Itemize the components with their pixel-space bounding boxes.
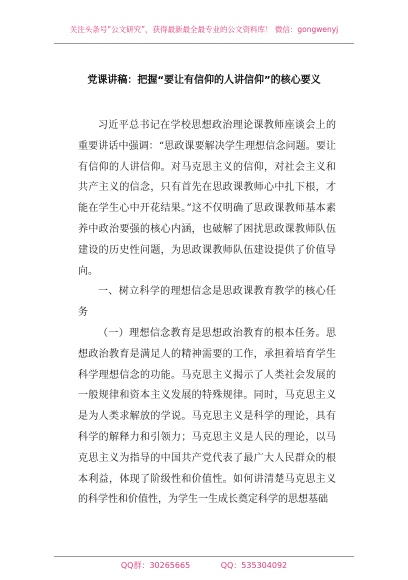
header-divider <box>54 43 354 44</box>
footer-contacts <box>0 560 408 571</box>
section-heading-1: 一、树立科学的理想信念是思政课教育教学的核心任务 <box>78 286 336 319</box>
header-banner: 关注头条号“公文研究”，获得最新最全最专业的公文资料库！ 微信：gongwenyj <box>69 25 339 34</box>
footer-divider <box>54 556 354 557</box>
document-body <box>78 116 336 511</box>
paragraph-section-1-1: （一）理想信念教育是思想政治教育的根本任务。思想政治教育是满足人的精神需要的工作，承担着培育学生科学理想信念的功能。马克思主义揭示了人类社会发展的一般规律和资本主义发展的特殊规律。同时，马克思主义是为人类求解放的学说。马克思主义是科学的理论，具有科学的解释力和引领力；马克思主义是人民的理论，以马克思主义为指导的中国共产党代表了最广大人民群众的根本利益，体现了阶级性和价值性。如何讲清楚马克思主义的科学性和价值性，为学生一生成长奠定科学的思想基础 <box>78 327 336 506</box>
footer-qq: QQ：535304092 <box>220 561 288 570</box>
footer-qq-group: QQ群：30265665 <box>120 561 191 570</box>
paragraph-intro: 习近平总书记在学校思想政治理论课教师座谈会上的重要讲话中强调：“思政课要解决学生理想信念问题。要让有信仰的人讲信仰。对马克思主义的信仰，对社会主义和共产主义的信念，只有首先在思政课教师心中扎下根，才能在学生心中开花结果。”这不仅明确了思政课教师基本素养中政治要强的核心内涵，也破解了困扰思政课教师队伍建设的历史性问题，为思政课教师队伍建设提供了价值导向。 <box>78 120 336 277</box>
document-title: 党课讲稿：把握“要让有信仰的人讲信仰”的核心要义 <box>87 75 321 86</box>
